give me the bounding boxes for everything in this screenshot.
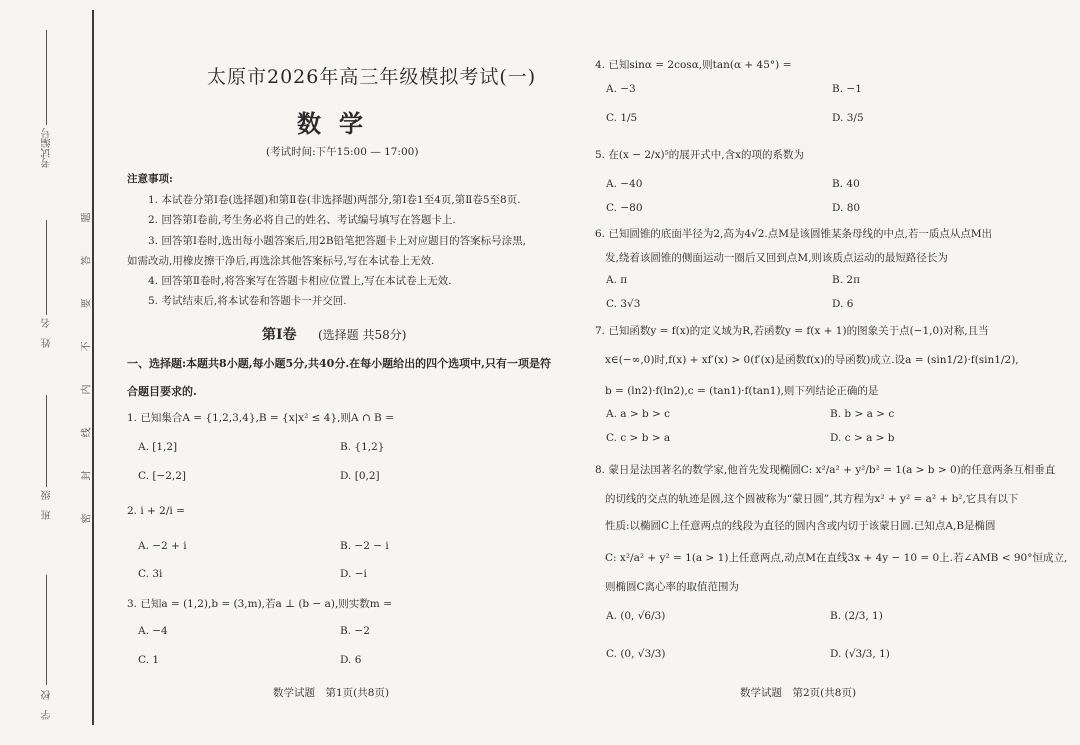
q8-option-c[interactable]: C. (0, √3/3) xyxy=(606,648,666,660)
q4-option-b[interactable]: B. −1 xyxy=(832,83,862,95)
class-label: 班 级 xyxy=(42,490,53,520)
section-instructions-cont: 合题目要求的. xyxy=(127,385,197,398)
question-7-stem: 7. 已知函数y = f(x)的定义域为R,若函数y = f(x + 1)的图象关于点(−1,0)对称,且当 xyxy=(595,325,989,337)
notice-item: 2. 回答第Ⅰ卷前,考生务必将自己的姓名、考试编号填写在答题卡上. xyxy=(148,214,456,226)
exam-title: 太原市2026年高三年级模拟考试(一) xyxy=(207,66,537,88)
q1-option-b[interactable]: B. {1,2} xyxy=(340,441,385,453)
name-field[interactable] xyxy=(46,220,47,315)
seal-char: 封 xyxy=(81,470,93,481)
question-4-stem: 4. 已知sinα = 2cosα,则tan(α + 45°) = xyxy=(595,59,792,71)
question-8-stem-cont: C: x²/a² + y² = 1(a > 1)上任意两点,动点M在直线3x + 4y − 10 = 0上.若∠AMB < 90°恒成立, xyxy=(605,552,1068,564)
question-5-stem: 5. 在(x − 2/x)⁵的展开式中,含x的项的系数为 xyxy=(595,149,805,161)
q1-option-c[interactable]: C. [−2,2] xyxy=(138,470,187,482)
question-6-stem-cont: 发,绕着该圆锥的侧面运动一圈后又回到点M,则该质点运动的最短路径长为 xyxy=(605,252,948,264)
notice-item: 4. 回答第Ⅱ卷时,将答案写在答题卡相应位置上,写在本试卷上无效. xyxy=(148,275,452,287)
q5-option-b[interactable]: B. 40 xyxy=(832,178,860,190)
school-label: 学 校 xyxy=(42,690,53,720)
q6-option-a[interactable]: A. π xyxy=(606,274,628,286)
q7-option-b[interactable]: B. b > a > c xyxy=(830,408,895,420)
q6-option-c[interactable]: C. 3√3 xyxy=(606,298,641,310)
notice-heading: 注意事项: xyxy=(127,173,173,185)
seal-char: 密 xyxy=(81,513,93,524)
q4-option-d[interactable]: D. 3/5 xyxy=(832,112,864,124)
q6-option-d[interactable]: D. 6 xyxy=(832,298,854,310)
q2-option-c[interactable]: C. 3i xyxy=(138,568,163,580)
notice-item: 5. 考试结束后,将本试卷和答题卡一并交回. xyxy=(148,295,347,307)
exam-time: (考试时间:下午15:00 — 17:00) xyxy=(266,146,419,158)
question-7-stem-cont: x∈(−∞,0)时,f(x) + xf′(x) > 0(f′(x)是函数f(x)的导函数)成立.设a = (sin1/2)·f(sin1/2), xyxy=(605,354,1019,366)
class-field[interactable] xyxy=(46,395,47,487)
q2-option-a[interactable]: A. −2 + i xyxy=(138,540,187,552)
q6-option-b[interactable]: B. 2π xyxy=(832,274,860,286)
q4-option-a[interactable]: A. −3 xyxy=(606,83,636,95)
q8-option-b[interactable]: B. (2/3, 1) xyxy=(830,610,883,622)
seal-char: 不 xyxy=(81,341,93,352)
question-8-stem: 8. 蒙日是法国著名的数学家,他首先发现椭圆C: x²/a² + y²/b² = 1(a > b > 0)的任意两条互相垂直 xyxy=(595,464,1056,476)
seal-char: 题 xyxy=(81,212,93,223)
question-7-stem-cont: b = (ln2)·f(ln2),c = (tan1)·f(tan1),则下列结论正确的是 xyxy=(605,385,879,397)
exam-number-field[interactable] xyxy=(46,30,47,125)
q2-option-d[interactable]: D. −i xyxy=(340,568,367,580)
q1-option-d[interactable]: D. [0,2] xyxy=(340,470,380,482)
q8-option-d[interactable]: D. (√3/3, 1) xyxy=(830,648,890,660)
q7-option-c[interactable]: C. c > b > a xyxy=(606,432,671,444)
q1-option-a[interactable]: A. [1,2] xyxy=(138,441,178,453)
notice-item: 1. 本试卷分第Ⅰ卷(选择题)和第Ⅱ卷(非选择题)两部分,第Ⅰ卷1至4页,第Ⅱ卷5至8页. xyxy=(148,194,521,206)
exam-number-label: 考试编号 xyxy=(42,128,53,168)
subject-title: 数学 xyxy=(297,109,381,138)
q2-option-b[interactable]: B. −2 − i xyxy=(340,540,389,552)
notice-item: 如需改动,用橡皮擦干净后,再选涂其他答案标号,写在本试卷上无效. xyxy=(127,255,435,267)
q3-option-b[interactable]: B. −2 xyxy=(340,625,370,637)
part-title: 第Ⅰ卷 xyxy=(262,327,297,343)
question-2-stem: 2. i + 2/i = xyxy=(127,505,185,517)
q5-option-d[interactable]: D. 80 xyxy=(832,202,861,214)
question-3-stem: 3. 已知a = (1,2),b = (3,m),若a ⊥ (b − a),则实数m = xyxy=(127,598,392,610)
binding-strip xyxy=(0,0,100,745)
q5-option-a[interactable]: A. −40 xyxy=(606,178,643,190)
question-6-stem: 6. 已知圆锥的底面半径为2,高为4√2.点M是该圆锥某条母线的中点,若一质点从点M出 xyxy=(595,228,993,240)
name-label: 姓 名 xyxy=(42,318,53,348)
q5-option-c[interactable]: C. −80 xyxy=(606,202,643,214)
q7-option-d[interactable]: D. c > a > b xyxy=(830,432,895,444)
part-subtitle: (选择题 共58分) xyxy=(318,328,407,342)
question-8-stem-cont: 性质:以椭圆C上任意两点的线段为直径的圆内含或内切于该蒙日圆.已知点A,B是椭圆 xyxy=(605,520,996,532)
question-8-stem-cont: 的切线的交点的轨迹是圆,这个圆被称为“蒙日圆”,其方程为x² + y² = a² + b²,它具有以下 xyxy=(605,493,1019,505)
school-field[interactable] xyxy=(46,575,47,685)
seal-char: 线 xyxy=(81,427,93,438)
binding-line xyxy=(92,10,94,725)
notice-item: 3. 回答第Ⅰ卷时,选出每小题答案后,用2B铅笔把答题卡上对应题目的答案标号涂黑, xyxy=(148,235,526,247)
q4-option-c[interactable]: C. 1/5 xyxy=(606,112,638,124)
seal-char: 要 xyxy=(81,298,93,309)
q3-option-c[interactable]: C. 1 xyxy=(138,654,160,666)
seal-char: 内 xyxy=(81,384,93,395)
q8-option-a[interactable]: A. (0, √6/3) xyxy=(606,610,666,622)
q3-option-a[interactable]: A. −4 xyxy=(138,625,168,637)
seal-char: 答 xyxy=(81,255,93,266)
page-2-footer: 数学试题 第2页(共8页) xyxy=(740,687,857,699)
q3-option-d[interactable]: D. 6 xyxy=(340,654,362,666)
question-1-stem: 1. 已知集合A = {1,2,3,4},B = {x|x² ≤ 4},则A ∩ B = xyxy=(127,412,394,424)
q7-option-a[interactable]: A. a > b > c xyxy=(606,408,671,420)
page-1-footer: 数学试题 第1页(共8页) xyxy=(273,687,390,699)
question-8-stem-cont: 则椭圆C离心率的取值范围为 xyxy=(605,581,740,593)
section-instructions: 一、选择题:本题共8小题,每小题5分,共40分.在每小题给出的四个选项中,只有一项是符 xyxy=(127,357,551,370)
